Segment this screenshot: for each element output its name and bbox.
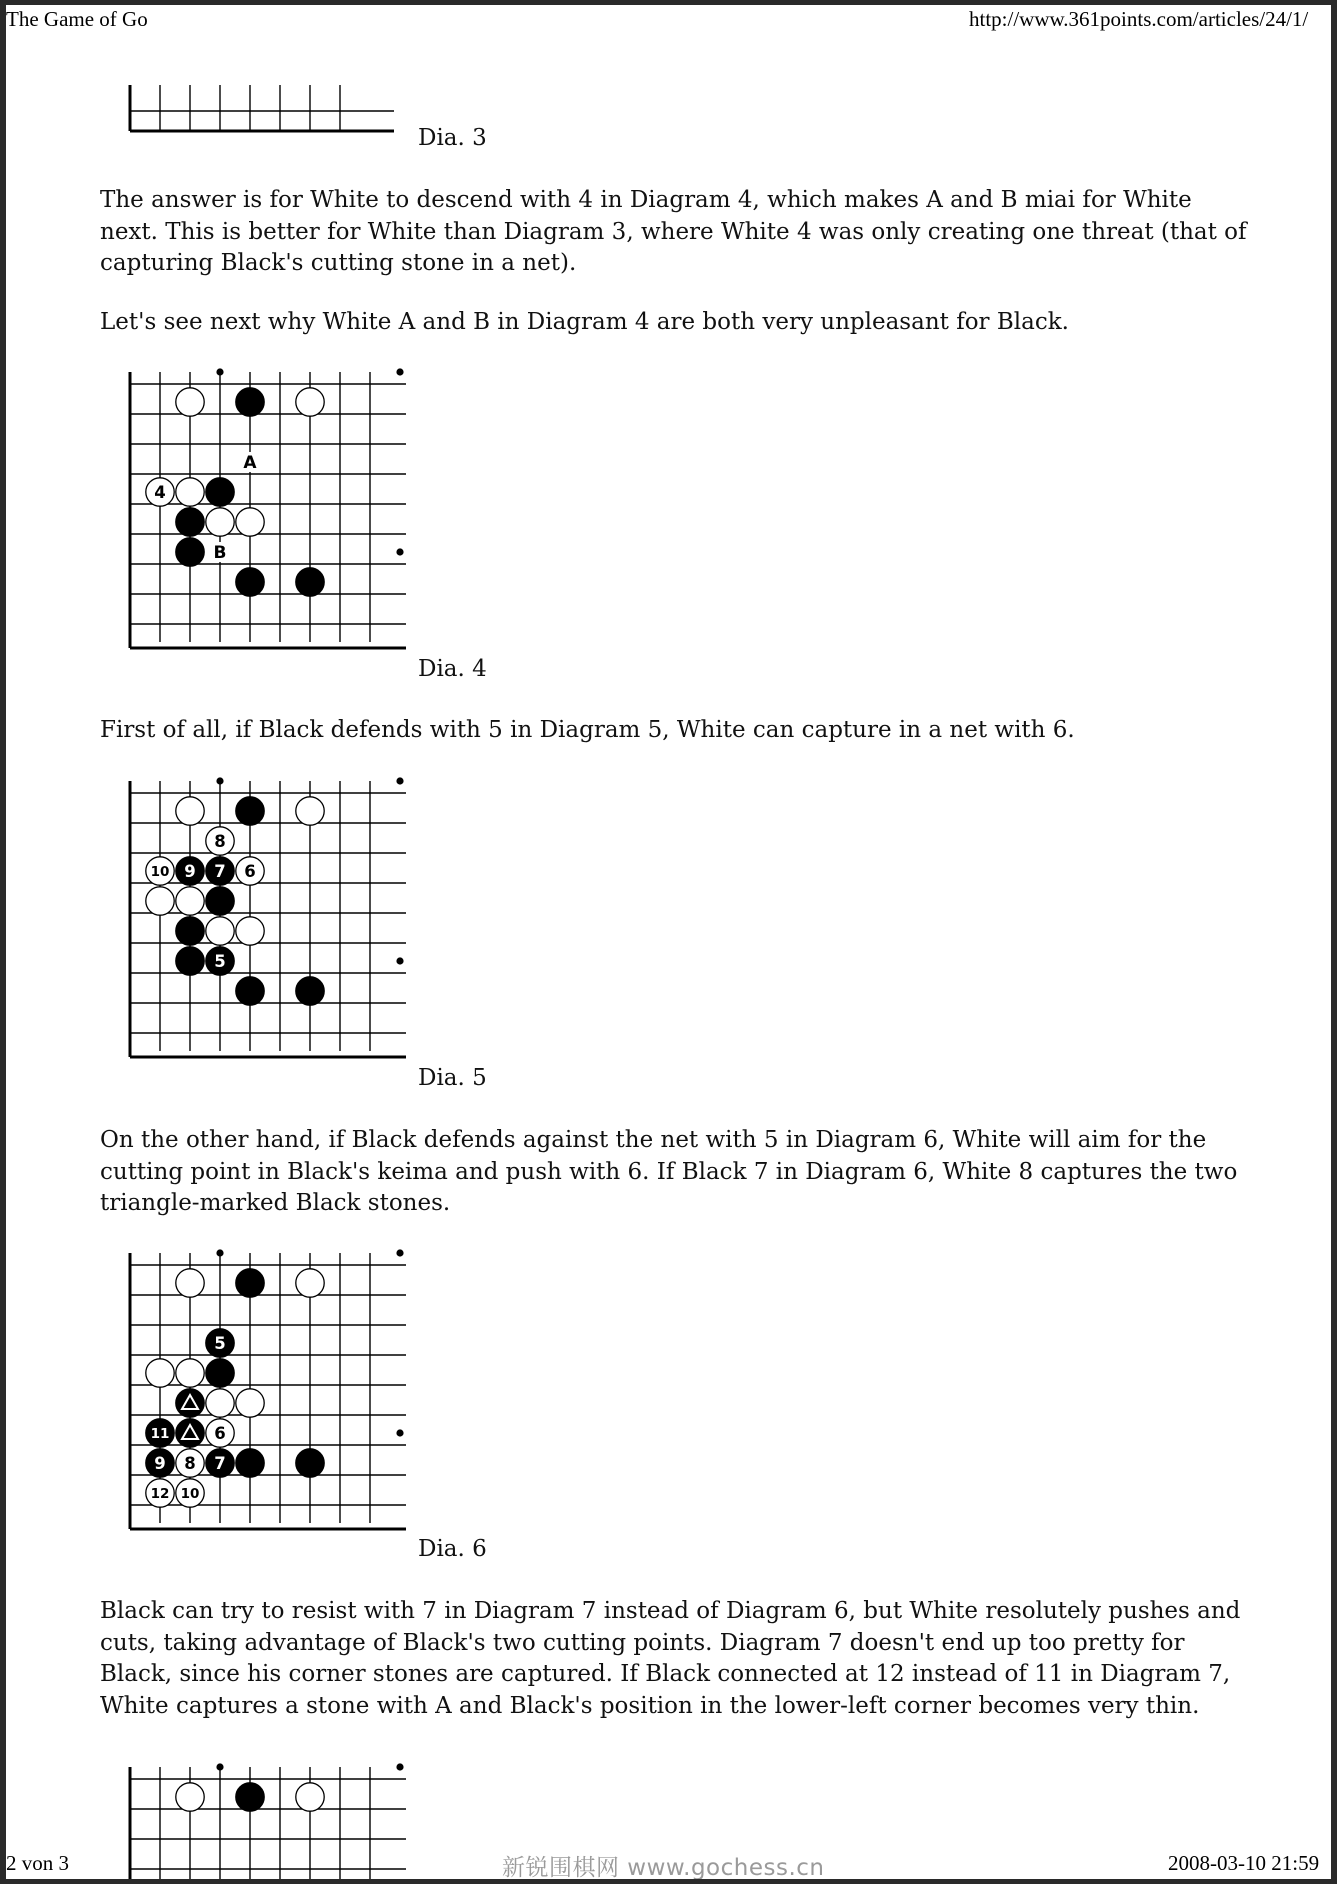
white-stone <box>296 388 324 416</box>
stone-move-number: 7 <box>214 861 226 881</box>
star-point <box>396 1249 403 1256</box>
black-stone <box>296 977 324 1005</box>
star-point <box>216 1763 223 1770</box>
stone-move-number: 4 <box>154 482 166 502</box>
black-stone <box>146 1449 174 1477</box>
board-grid <box>130 368 406 648</box>
stone-move-number: 12 <box>150 1485 170 1502</box>
diagram-5 <box>118 769 418 1069</box>
white-stone <box>206 1389 234 1417</box>
star-point <box>216 1249 223 1256</box>
star-point <box>396 1763 403 1770</box>
diagram-3-caption: Dia. 3 <box>418 125 487 151</box>
star-point <box>396 1429 403 1436</box>
black-stone <box>176 857 204 885</box>
white-stone <box>176 1783 204 1811</box>
white-stone <box>146 857 174 885</box>
header-title: The Game of Go <box>6 7 148 31</box>
white-stone <box>176 1269 204 1297</box>
stone-move-number: 7 <box>214 1453 226 1473</box>
black-stone <box>176 917 204 945</box>
black-stone <box>206 1359 234 1387</box>
black-stone <box>236 797 264 825</box>
white-stone <box>296 1269 324 1297</box>
stone-move-number: 5 <box>214 1333 226 1353</box>
diagram-5-caption: Dia. 5 <box>418 1065 487 1091</box>
star-point <box>396 957 403 964</box>
paragraph-5: Black can try to resist with 7 in Diagram 7 instead of Diagram 6, but White resolutely pushes and cuts, taking advantage of Black's two cutting points. Diagram 7 doesn't end up too pretty for Black, since his corner stones are captured. If Black connected at 12 instead of 11 in Diagram 7, White captures a stone with A and Black's position in the lower-left corner becomes very thin. <box>100 1598 1241 1719</box>
star-point <box>396 777 403 784</box>
paragraph-1: The answer is for White to descend with 4 in Diagram 4, which makes A and B miai for White next. This is better for White than Diagram 3, where White 4 was only creating one threat (that of capturing Black's cutting stone in a net). <box>100 187 1247 276</box>
white-stone <box>236 917 264 945</box>
black-stone <box>206 478 234 506</box>
black-stone <box>146 1419 174 1447</box>
diagram-4 <box>118 360 418 660</box>
stone-move-number: 6 <box>214 1423 226 1443</box>
white-stone <box>176 887 204 915</box>
white-stone <box>296 1783 324 1811</box>
white-stone <box>176 1359 204 1387</box>
black-stone <box>176 1389 204 1417</box>
paragraph-2: Let's see next why White A and B in Diagram 4 are both very unpleasant for Black. <box>100 309 1069 335</box>
white-stone <box>206 827 234 855</box>
black-stone <box>236 977 264 1005</box>
black-stone <box>206 947 234 975</box>
stone-move-number: 10 <box>150 863 170 880</box>
star-point <box>396 368 403 375</box>
white-stone <box>206 917 234 945</box>
footer-page-number: 2 von 3 <box>6 1851 69 1875</box>
white-stone <box>146 478 174 506</box>
white-stone <box>236 857 264 885</box>
white-stone <box>296 797 324 825</box>
black-stone <box>176 1419 204 1447</box>
black-stone <box>176 508 204 536</box>
white-stone <box>206 1419 234 1447</box>
board-grid <box>130 1763 406 1879</box>
black-stone <box>296 568 324 596</box>
diagram-7 <box>118 1755 418 1804</box>
diagram-3 <box>118 5 418 135</box>
black-stone <box>206 1449 234 1477</box>
black-stone <box>236 1269 264 1297</box>
letter-mark-b: B <box>213 543 227 563</box>
white-stone <box>206 508 234 536</box>
stone-move-number: 5 <box>214 951 226 971</box>
black-stone <box>206 1329 234 1357</box>
white-stone <box>146 1359 174 1387</box>
white-stone <box>236 508 264 536</box>
diagram-6-caption: Dia. 6 <box>418 1536 487 1562</box>
black-stone <box>176 538 204 566</box>
black-stone <box>206 887 234 915</box>
stone-move-number: 6 <box>244 861 256 881</box>
star-point <box>216 368 223 375</box>
black-stone <box>236 1449 264 1477</box>
stone-move-number: 10 <box>180 1485 200 1502</box>
paragraph-3: First of all, if Black defends with 5 in Diagram 5, White can capture in a net with 6. <box>100 717 1075 743</box>
black-stone <box>206 857 234 885</box>
stone-move-number: 9 <box>184 861 196 881</box>
black-stone <box>236 568 264 596</box>
black-stone <box>296 1449 324 1477</box>
stone-move-number: 8 <box>184 1453 196 1473</box>
white-stone <box>176 797 204 825</box>
black-stone <box>176 947 204 975</box>
diagram-4-caption: Dia. 4 <box>418 656 487 682</box>
white-stone <box>236 1389 264 1417</box>
white-stone <box>176 1479 204 1507</box>
stone-move-number: 8 <box>214 831 226 851</box>
stone-move-number: 11 <box>150 1425 170 1442</box>
star-point <box>396 548 403 555</box>
black-stone <box>236 388 264 416</box>
board-grid <box>130 777 406 1057</box>
stone-move-number: 9 <box>154 1453 166 1473</box>
footer-datetime: 2008-03-10 21:59 <box>1168 1851 1320 1875</box>
white-stone <box>176 1449 204 1477</box>
white-stone <box>146 1479 174 1507</box>
white-stone <box>176 388 204 416</box>
document-page <box>6 5 1331 1879</box>
header-url[interactable]: http://www.361points.com/articles/24/1/ <box>969 7 1309 31</box>
diagram-6 <box>118 1241 418 1541</box>
star-point <box>216 777 223 784</box>
white-stone <box>146 887 174 915</box>
footer-watermark: 新锐围棋网 www.gochess.cn <box>502 1855 825 1879</box>
letter-mark-a: A <box>243 453 257 473</box>
board-grid <box>130 85 394 131</box>
white-stone <box>176 478 204 506</box>
black-stone <box>236 1783 264 1811</box>
paragraph-4: On the other hand, if Black defends against the net with 5 in Diagram 6, White will aim for the cutting point in Black's keima and push with 6. If Black 7 in Diagram 6, White 8 captures the two triangle-marked Black stones. <box>100 1127 1238 1216</box>
